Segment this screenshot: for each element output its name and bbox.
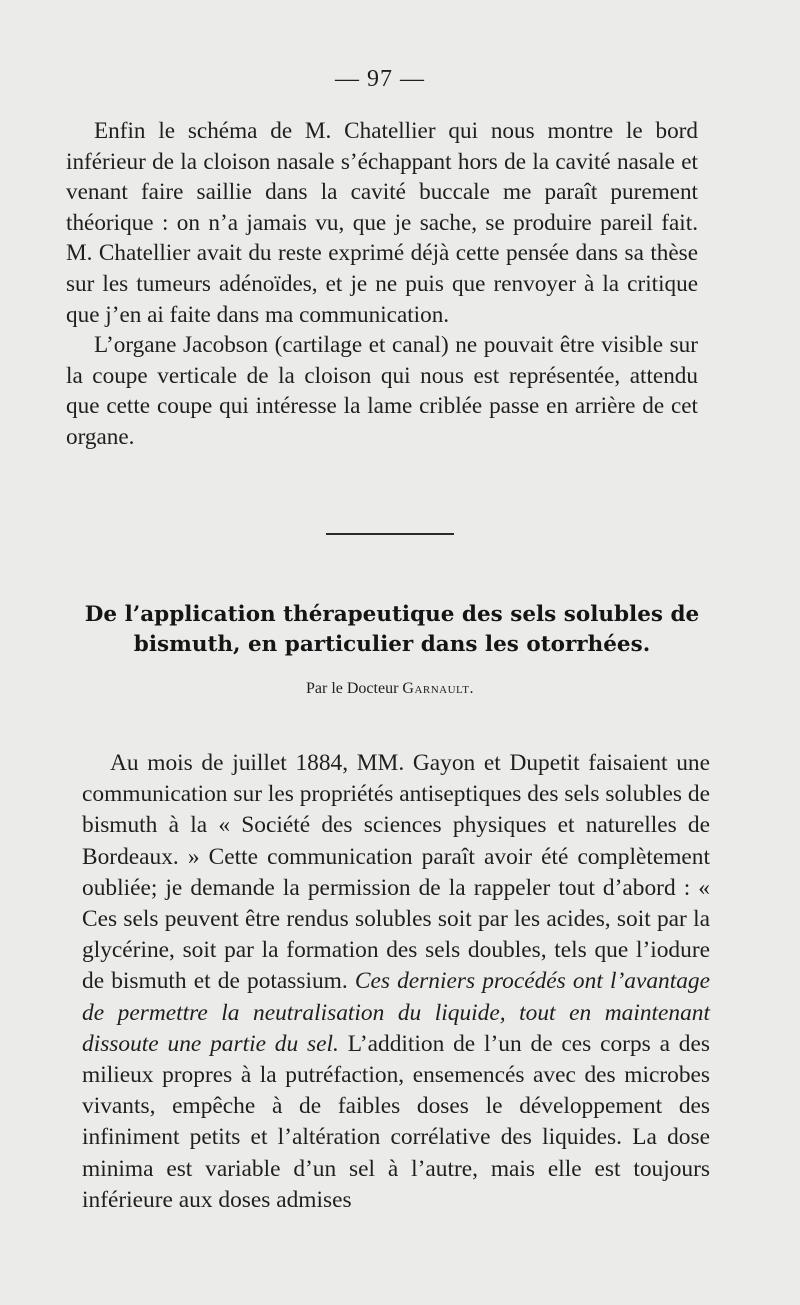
section-divider: [326, 533, 454, 535]
article-title: De l’application thérapeutique des sels solubles de bismuth, en particulier dans les otorrhées.: [84, 602, 700, 657]
previous-article-text: [66, 116, 698, 453]
article-body: [82, 748, 710, 1216]
paragraph-start: Au mois de juillet 1884, MM. Gayon et Dupetit faisaient une communication sur les propriétés antiseptiques des sels solubles de bismuth à la « Société des sciences physiques et naturelles de Bordeaux. » Cette communication paraît avoir été complètement oubliée; je demande la permission de la rappeler tout d’abord : « Ces sels peuvent être rendus solubles soit par les acides, soit par la glycérine, soit par la formation des sels doubles, tels que l’iodure de bismuth et de potassium.: [82, 750, 710, 995]
paragraph-jacobson: L’organe Jacobson (cartilage et canal) ne pouvait être visible sur la coupe verticale de la cloison qui nous est représentée, attendu que cette coupe qui intéresse la lame criblée passe en arrière de cet organe.: [66, 332, 698, 450]
byline-author: Garnault.: [402, 680, 474, 697]
paragraph-end: L’addition de l’un de ces corps a des milieux propres à la putréfaction, ensemencés avec des microbes vivants, empêche à de faibles doses le développement des infiniment petits et l’altération corrélative des liquides. La dose minima est variable d’un sel à l’autre, mais elle est toujours inférieure aux doses admises: [82, 1030, 710, 1213]
page-number: — 97 —: [335, 66, 425, 92]
paragraph-chatellier: Enfin le schéma de M. Chatellier qui nous montre le bord inférieur de la cloison nasale s’échappant hors de la cavité nasale et venant faire saillie dans la cavité buccale me paraît purement théorique : on n’a jamais vu, que je sache, se produire pareil fait. M. Chatellier avait du reste exprimé déjà cette pensée dans sa thèse sur les tumeurs adénoïdes, et je ne puis que renvoyer à la critique que j’en ai faite dans ma communication.: [66, 118, 698, 328]
byline-prefix: Par le Docteur: [305, 680, 399, 697]
paragraph-italic-quote: Ces derniers procédés ont l’avantage de permettre la neutralisation du liquide, tout en maintenant dissoute une partie du sel.: [82, 968, 710, 1057]
paragraph-gayon-dupetit: [82, 748, 710, 1216]
byline: [0, 680, 780, 698]
